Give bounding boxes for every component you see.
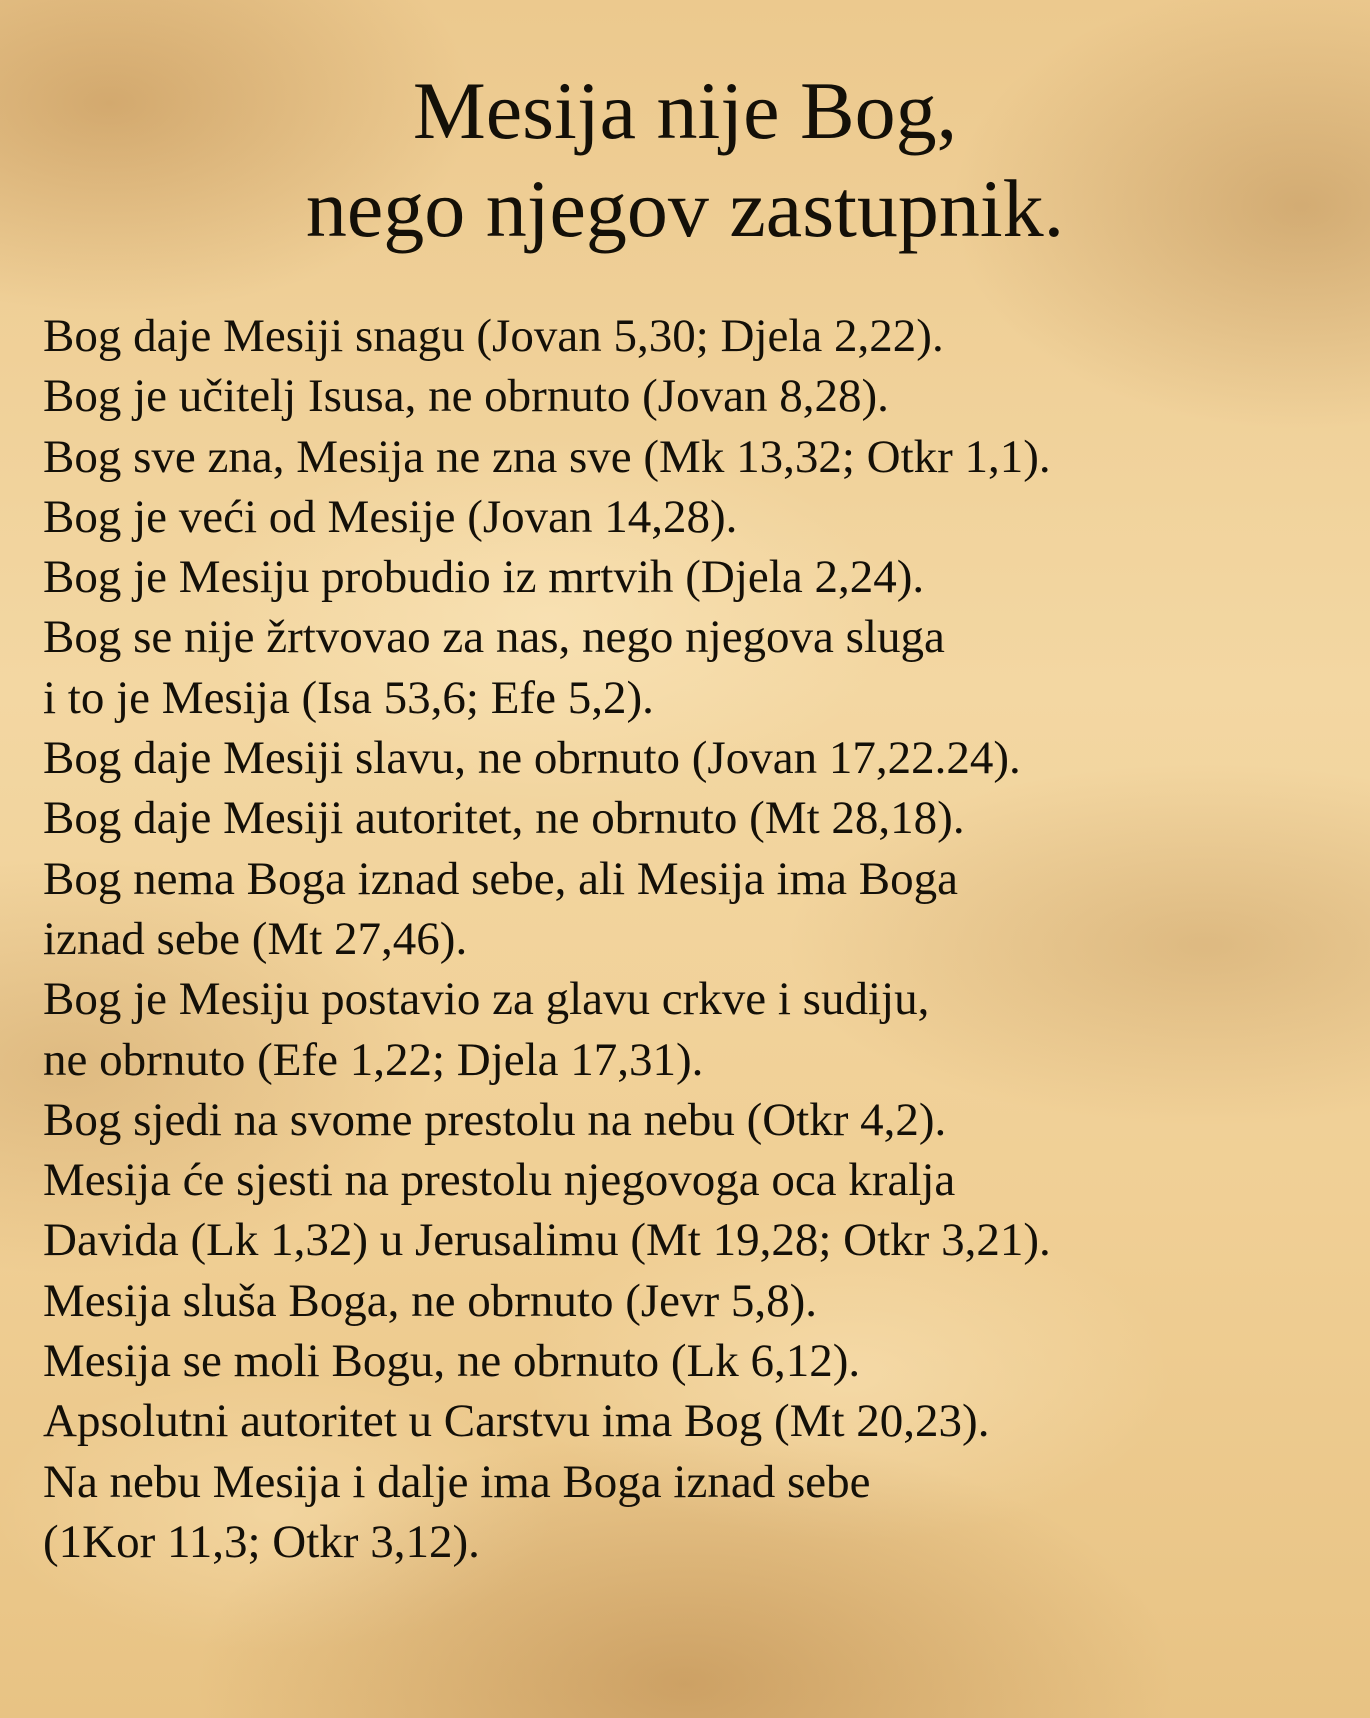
page-title xyxy=(0,62,1370,258)
statement-line: Na nebu Mesija i dalje ima Boga iznad sebe xyxy=(43,1455,871,1508)
statement-line: Mesija se moli Bogu, ne obrnuto (Lk 6,12). xyxy=(43,1335,861,1388)
statement-line: Apsolutni autoritet u Carstvu ima Bog (Mt 20,23). xyxy=(43,1395,990,1448)
statement-line: Bog sjedi na svome prestolu na nebu (Otkr 4,2). xyxy=(43,1093,947,1146)
statement-line: Bog daje Mesiji snagu (Jovan 5,30; Djela 2,22). xyxy=(43,310,944,362)
statement-line: (1Kor 11,3; Otkr 3,12). xyxy=(43,1515,480,1568)
statement-line: Bog sve zna, Mesija ne zna sve (Mk 13,32; Otkr 1,1). xyxy=(43,430,1051,483)
statement-line: Mesija sluša Boga, ne obrnuto (Jevr 5,8). xyxy=(43,1274,818,1327)
title-line-1: Mesija nije Bog, xyxy=(412,65,958,156)
statement-line: Bog daje Mesiji slavu, ne obrnuto (Jovan 17,22.24). xyxy=(43,732,1021,785)
statement-line: Bog je Mesiju probudio iz mrtvih (Djela 2,24). xyxy=(43,551,925,604)
statement-line: Bog daje Mesiji autoritet, ne obrnuto (Mt 28,18). xyxy=(43,792,965,845)
statement-line: Mesija će sjesti na prestolu njegovoga oca kralja xyxy=(43,1154,956,1207)
statement-list xyxy=(43,306,1353,1572)
statement-line: i to je Mesija (Isa 53,6; Efe 5,2). xyxy=(43,671,654,724)
statement-line: Bog je Mesiju postavio za glavu crkve i sudiju, xyxy=(43,973,930,1026)
statement-line: Bog je učitelj Isusa, ne obrnuto (Jovan 8,28). xyxy=(43,370,889,423)
statement-line: Bog se nije žrtvovao za nas, nego njegova sluga xyxy=(43,611,945,664)
statement-line: Davida (Lk 1,32) u Jerusalimu (Mt 19,28; Otkr 3,21). xyxy=(43,1214,1051,1267)
statement-line: iznad sebe (Mt 27,46). xyxy=(43,912,468,965)
statement-line: Bog nema Boga iznad sebe, ali Mesija ima Boga xyxy=(43,852,958,905)
statement-line: ne obrnuto (Efe 1,22; Djela 17,31). xyxy=(43,1033,704,1086)
statement-line: Bog je veći od Mesije (Jovan 14,28). xyxy=(43,490,738,543)
title-line-2: nego njegov zastupnik. xyxy=(305,163,1065,254)
